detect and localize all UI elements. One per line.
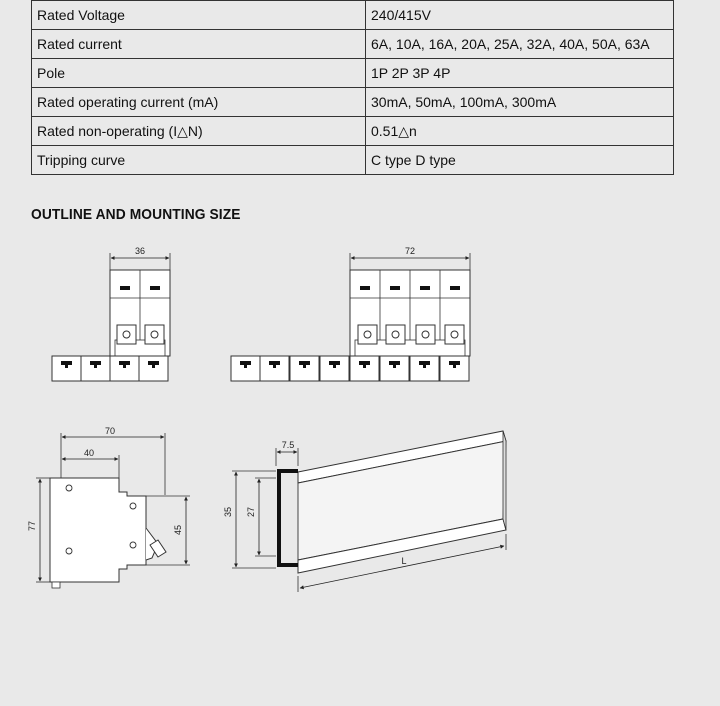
- section-title: OUTLINE AND MOUNTING SIZE: [31, 206, 241, 223]
- spec-label: Rated operating current (mA): [32, 88, 366, 117]
- dim-side-front-height: 45: [173, 524, 183, 536]
- dim-front-4p-width: 72: [404, 246, 416, 256]
- dim-side-height: 77: [27, 520, 37, 532]
- spec-value: C type D type: [366, 146, 674, 175]
- spec-label: Rated non-operating (I△N): [32, 117, 366, 146]
- spec-label: Pole: [32, 59, 366, 88]
- spec-value: 0.51△n: [366, 117, 674, 146]
- dim-rail-lip: 7.5: [281, 440, 295, 450]
- spec-value: 1P 2P 3P 4P: [366, 59, 674, 88]
- front-view-4p: [231, 246, 470, 381]
- spec-value: 6A, 10A, 16A, 20A, 25A, 32A, 40A, 50A, 63A: [366, 30, 674, 59]
- dim-rail-length: L: [401, 556, 407, 566]
- dim-front-2p-width: 36: [134, 246, 146, 256]
- spec-label: Rated current: [32, 30, 366, 59]
- spec-label: Tripping curve: [32, 146, 366, 175]
- side-view: [27, 426, 190, 588]
- spec-value: 30mA, 50mA, 100mA, 300mA: [366, 88, 674, 117]
- dim-rail-inner: 27: [246, 506, 256, 518]
- front-view-2p: [52, 246, 170, 381]
- dim-side-depth-front: 40: [83, 448, 95, 458]
- din-rail: [223, 431, 506, 592]
- spec-value: 240/415V: [366, 1, 674, 30]
- spec-label: Rated Voltage: [32, 1, 366, 30]
- dim-rail-height: 35: [223, 506, 233, 518]
- dim-side-depth-total: 70: [104, 426, 116, 436]
